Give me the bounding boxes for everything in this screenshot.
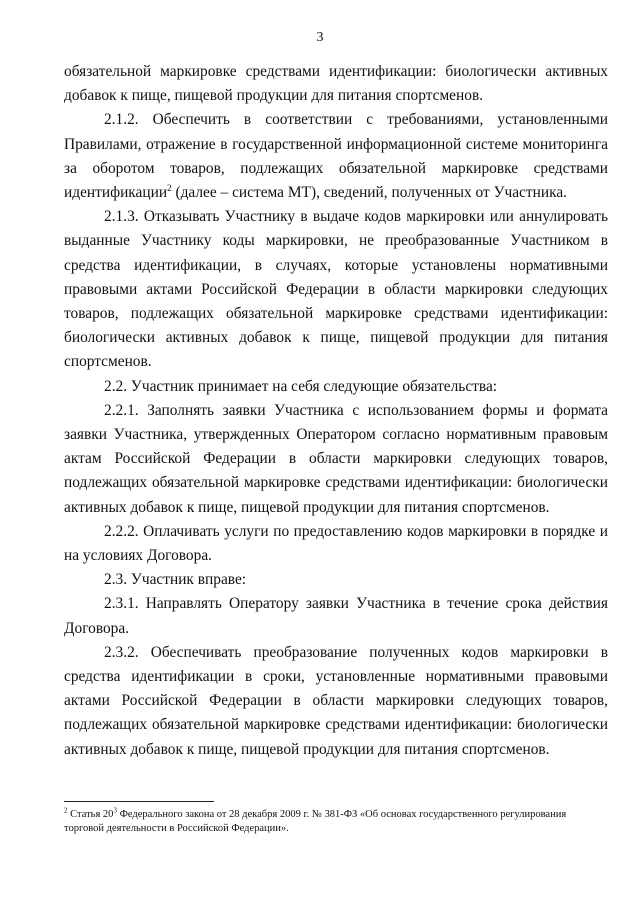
page-number: 3 <box>316 30 324 45</box>
footnote-divider <box>64 801 214 802</box>
footnote-reference: 2 <box>167 182 172 193</box>
footnote <box>64 808 604 836</box>
paragraph-2-2-1: 2.2.1. Заполнять заявки Участника с использованием формы и формата заявки Участника, утвержденных Оператором согласно нормативным правовым актам Российской Федерации в области маркировки следующих товаров, подлежащих обязательной маркировке средствами идентификации: биологически активных добавок к пище, пищевой продукции для питания спортсменов. <box>64 401 608 516</box>
document-body <box>64 60 608 762</box>
paragraph-continuation: обязательной маркировке средствами идентификации: биологически активных добавок к пище, пищевой продукции для питания спортсменов. <box>64 63 608 105</box>
footnote-marker: 2 <box>64 806 68 815</box>
footnote-article-superscript: 3 <box>113 806 117 815</box>
paragraph-2-1-3: 2.1.3. Отказывать Участнику в выдаче кодов маркировки или аннулировать выданные Участнику коды маркировки, не преобразованные Участником в средства идентификации, в случаях, которые установлены нормативными правовыми актами Российской Федерации в области маркировки следующих товаров, подлежащих обязательной маркировке средствами идентификации: биологически активных добавок к пище, пищевой продукции для питания спортсменов. <box>64 208 608 371</box>
paragraph-tail: (далее – система МТ), сведений, полученных от Участника. <box>171 184 567 202</box>
paragraph-2-2: 2.2. Участник принимает на себя следующие обязательства: <box>104 377 498 395</box>
paragraph-2-3: 2.3. Участник вправе: <box>104 571 247 589</box>
paragraph-2-3-1: 2.3.1. Направлять Оператору заявки Участника в течение срока действия Договора. <box>64 595 608 637</box>
footnote-text-start: Статья 20 <box>67 809 114 820</box>
paragraph-2-3-2: 2.3.2. Обеспечивать преобразование полученных кодов маркировки в средства идентификации в сроки, установленные нормативными правовыми актами Российской Федерации в области маркировки следующих товаров, подлежащих обязательной маркировке средствами идентификации: биологически активных добавок к пище, пищевой продукции для питания спортсменов. <box>64 643 608 758</box>
paragraph-2-1-2 <box>64 108 608 205</box>
paragraph-text: 2.1.2. Обеспечить в соответствии с требованиями, установленными Правилами, отражение в государственной информационной системе мониторинга за оборотом товаров, подлежащих обязательной маркировке средствами идентификации <box>64 111 608 202</box>
footnote-text-end: Федерального закона от 28 декабря 2009 г. № 381-ФЗ «Об основах государственного регулирования торговой деятельности в Российской Федерации». <box>64 809 567 834</box>
paragraph-2-2-2: 2.2.2. Оплачивать услуги по предоставлению кодов маркировки в порядке и на условиях Договора. <box>64 522 608 565</box>
